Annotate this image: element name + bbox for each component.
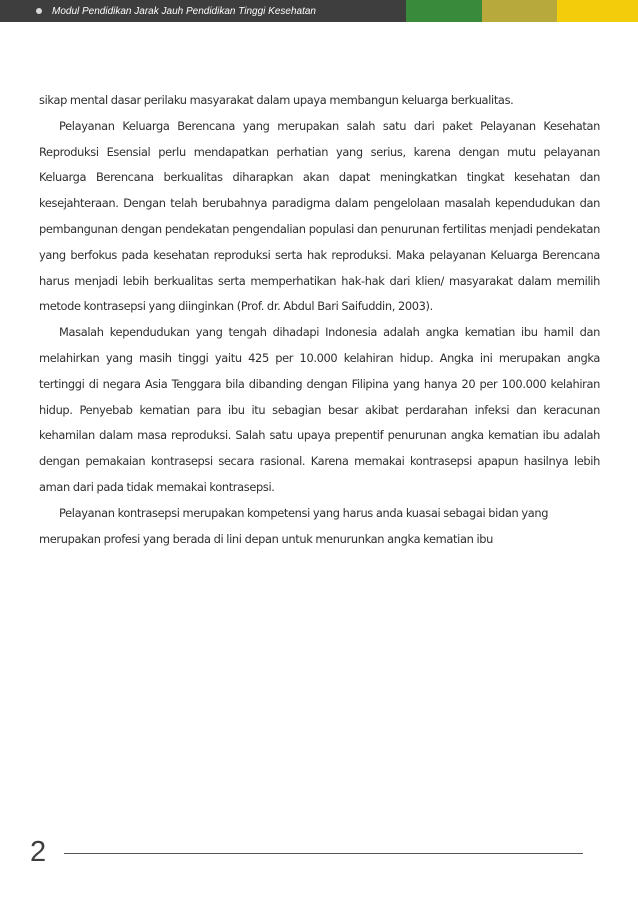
page-body	[39, 88, 600, 552]
paragraph-continuation: sikap mental dasar perilaku masyarakat dalam upaya membangun keluarga berkualitas.	[39, 93, 514, 107]
paragraph-kb-services: Pelayanan Keluarga Berencana yang merupakan salah satu dari paket Pelayanan Kesehatan Reproduksi Esensial perlu mendapatkan perhatian yang serius, karena dengan mutu pelayanan Keluarga Berencana berkualitas diharapkan akan dapat meningkatkan tingkat kesehatan dan kesejahteraan. Dengan telah berubahnya paradigma dalam pengelolaan masalah kependudukan dan pembangunan dengan pendekatan pengendalian populasi dan penurunan fertilitas menjadi pendekatan yang berfokus pada kesehatan reproduksi serta hak reproduksi. Maka pelayanan Keluarga Berencana harus menjadi lebih berkualitas serta memperhatikan hak-hak dari klien/ masyarakat dalam memilih metode kontrasepsi yang diinginkan (Prof. dr. Abdul Bari Saifuddin, 2003).	[39, 118, 600, 314]
header-title-bar	[0, 0, 406, 22]
bullet-dot-icon	[36, 8, 42, 14]
page-number: 2	[30, 836, 47, 868]
paragraph-contraception-competence: Pelayanan kontrasepsi merupakan kompetensi yang harus anda kuasai sebagai bidan yang merupakan profesi yang berada di lini depan untuk menurunkan angka kematian ibu	[39, 505, 549, 546]
header-yellow-segment	[557, 0, 638, 22]
footer-divider	[64, 853, 583, 854]
paragraph-population-issue: Masalah kependudukan yang tengah dihadapi Indonesia adalah angka kematian ibu hamil dan melahirkan yang masih tinggi yaitu 425 per 10.000 kelahiran hidup. Angka ini merupakan angka tertinggi di negara Asia Tenggara bila dibanding dengan Filipina yang hanya 20 per 100.000 kelahiran hidup. Penyebab kematian para ibu itu sebagian besar akibat perdarahan infeksi dan keracunan kehamilan dalam masa reproduksi. Salah satu upaya prepentif penurunan angka kematian ibu adalah dengan pemakaian kontrasepsi secara rasional. Karena memakai kontrasepsi apapun hasilnya lebih aman dari pada tidak memakai kontrasepsi.	[39, 325, 600, 494]
header-olive-segment	[482, 0, 557, 22]
module-title: Modul Pendidikan Jarak Jauh Pendidikan Tinggi Kesehatan	[52, 5, 316, 17]
page-header	[0, 0, 638, 22]
header-green-segment	[406, 0, 482, 22]
